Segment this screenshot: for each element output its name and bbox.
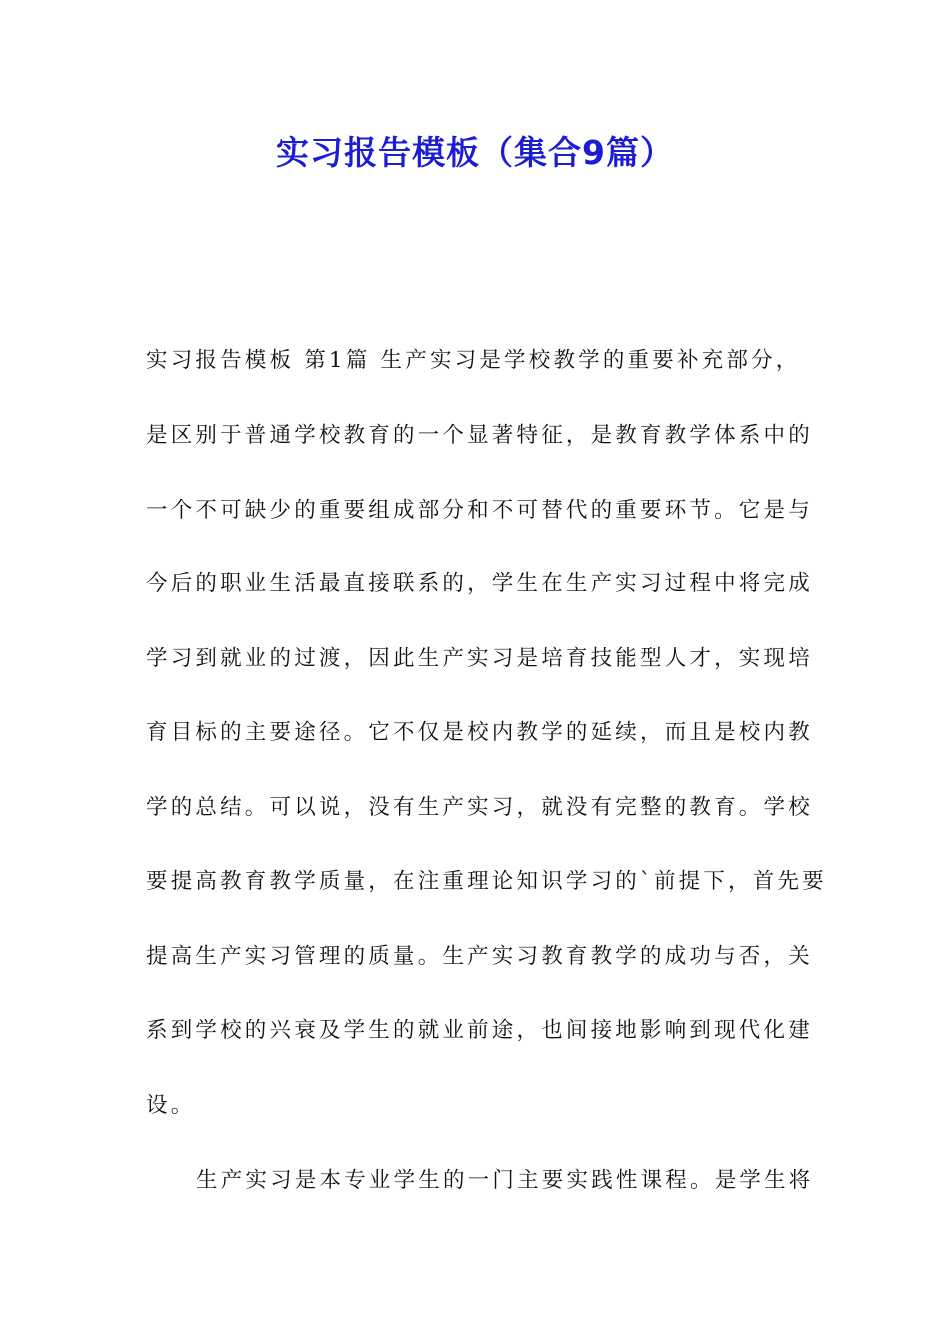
paragraph-line: 设。	[146, 1093, 196, 1118]
paragraph-line: 今后的职业生活最直接联系的，学生在生产实习过程中将完成	[146, 571, 813, 596]
paragraph-line: 要提高教育教学质量，在注重理论知识学习的`前提下，首先要	[146, 869, 827, 894]
paragraph-line: 提高生产实习管理的质量。生产实习教育教学的成功与否，关	[146, 944, 813, 969]
paragraph-line: 生产实习是本专业学生的一门主要实践性课程。是学生将	[196, 1168, 814, 1193]
paragraph-line: 学的总结。可以说，没有生产实习，就没有完整的教育。学校	[146, 795, 813, 820]
document-title: 实习报告模板（集合9篇）	[276, 133, 674, 172]
paragraph-line: 系到学校的兴衰及学生的就业前途，也间接地影响到现代化建	[146, 1018, 813, 1043]
paragraph-line: 一个不可缺少的重要组成部分和不可替代的重要环节。它是与	[146, 498, 813, 523]
paragraph-line: 育目标的主要途径。它不仅是校内教学的延续，而且是校内教	[146, 720, 813, 745]
paragraph-line: 是区别于普通学校教育的一个显著特征，是教育教学体系中的	[146, 423, 813, 448]
paragraph-line: 学习到就业的过渡，因此生产实习是培育技能型人才，实现培	[146, 646, 813, 671]
paragraph-line: 实习报告模板 第1篇 生产实习是学校教学的重要补充部分，	[146, 348, 801, 373]
